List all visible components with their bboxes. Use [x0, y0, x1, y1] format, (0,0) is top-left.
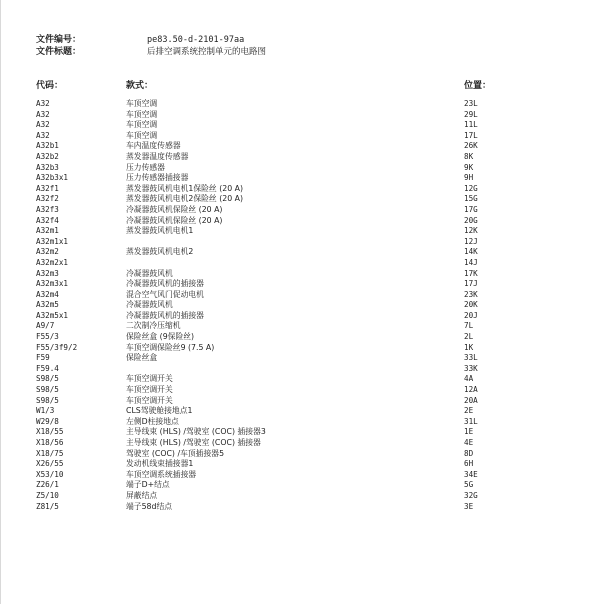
- row-desc: 冷凝器鼓风机的插接器: [126, 279, 204, 289]
- row-code: W29/8: [36, 416, 59, 426]
- header-desc: 款式：: [126, 81, 154, 91]
- row-pos: 20A: [464, 395, 478, 405]
- row-pos: 17G: [464, 204, 478, 214]
- row-code: A32f4: [36, 215, 59, 225]
- row-pos: 12J: [464, 236, 478, 246]
- row-code: F59: [36, 353, 50, 363]
- row-desc: 发动机线束插接器1: [126, 459, 194, 469]
- row-desc: 主导线束 (HLS) /驾驶室 (COC) 插接器: [126, 438, 261, 447]
- table-row: [36, 194, 556, 205]
- row-desc: 蒸发器温度传感器: [126, 151, 189, 161]
- row-desc: CLS驾驶舱接地点1: [126, 406, 193, 416]
- row-desc: 冷凝器鼓风机保险丝 (20 A): [126, 215, 223, 225]
- row-code: A32: [36, 130, 50, 140]
- table-row: [36, 385, 556, 396]
- table-row: [36, 480, 556, 491]
- table-row: [36, 226, 556, 237]
- row-pos: 23K: [464, 289, 478, 299]
- row-pos: 7L: [464, 321, 474, 331]
- row-pos: 3E: [464, 501, 474, 511]
- row-code: X18/75: [36, 448, 64, 458]
- row-code: X18/55: [36, 427, 64, 437]
- row-desc: 冷凝器鼓风机: [126, 268, 173, 278]
- table-row: [36, 438, 556, 449]
- row-code: A32: [36, 99, 50, 108]
- row-pos: 4A: [464, 374, 474, 384]
- row-code: A9/7: [36, 321, 55, 331]
- table-row: [36, 427, 556, 438]
- row-pos: 14K: [464, 247, 478, 257]
- table-row: [36, 205, 556, 216]
- row-desc: 冷凝器鼓风机的插接器: [126, 310, 204, 320]
- row-desc: 二次制冷压缩机: [126, 321, 181, 331]
- header-pos: 位置：: [464, 81, 492, 91]
- table-row: [36, 332, 556, 343]
- row-code: F55/3: [36, 332, 59, 342]
- row-pos: 2E: [464, 406, 474, 416]
- row-pos: 17K: [464, 268, 478, 278]
- row-pos: 5G: [464, 480, 474, 490]
- row-pos: 20J: [464, 310, 478, 320]
- row-code: X53/10: [36, 469, 64, 479]
- row-code: A32f2: [36, 194, 59, 204]
- table-row: [36, 237, 556, 248]
- row-pos: 14J: [464, 257, 478, 267]
- row-pos: 12K: [464, 226, 478, 236]
- row-code: X18/56: [36, 438, 64, 447]
- row-code: A32m1x1: [36, 236, 69, 246]
- component-list: [36, 99, 556, 512]
- table-row: [36, 417, 556, 428]
- doc-number-label: 文件编号：: [36, 35, 82, 45]
- table-row: [36, 449, 556, 460]
- table-row: [36, 110, 556, 121]
- row-code: W1/3: [36, 406, 55, 416]
- row-pos: 9K: [464, 162, 474, 172]
- row-code: A32m3x1: [36, 279, 69, 289]
- row-pos: 1K: [464, 342, 474, 352]
- row-desc: 蒸发器鼓风机电机1: [126, 226, 194, 236]
- row-code: A32m2x1: [36, 257, 69, 267]
- row-code: A32b3: [36, 162, 59, 172]
- row-pos: 31L: [464, 416, 478, 426]
- row-pos: 15G: [464, 194, 478, 204]
- row-desc: 冷凝器鼓风机保险丝 (20 A): [126, 204, 223, 214]
- row-code: A32b1: [36, 141, 59, 151]
- row-pos: 26K: [464, 141, 478, 151]
- row-desc: 蒸发器鼓风机电机2保险丝 (20 A): [126, 194, 244, 204]
- row-desc: 主导线束 (HLS) /驾驶室 (COC) 插接器3: [126, 427, 266, 437]
- row-pos: 33K: [464, 363, 478, 373]
- table-row: [36, 353, 556, 364]
- row-code: A32b3x1: [36, 173, 69, 183]
- table-row: [36, 321, 556, 332]
- doc-title-label: 文件标题：: [36, 47, 82, 57]
- row-pos: 29L: [464, 109, 478, 119]
- table-row: [36, 374, 556, 385]
- row-pos: 8D: [464, 448, 474, 458]
- table-row: [36, 406, 556, 417]
- row-desc: 混合空气风门促动电机: [126, 289, 204, 299]
- row-desc: 车顶空调: [126, 99, 158, 108]
- row-code: S98/5: [36, 385, 59, 395]
- row-desc: 压力传感器: [126, 162, 165, 172]
- row-code: A32: [36, 120, 50, 130]
- table-row: [36, 459, 556, 470]
- row-desc: 车顶空调开关: [126, 385, 173, 395]
- row-code: Z81/5: [36, 501, 59, 511]
- row-desc: 端子D+结点: [126, 480, 170, 490]
- table-row: [36, 141, 556, 152]
- row-code: F59.4: [36, 363, 59, 373]
- table-row: [36, 396, 556, 407]
- row-desc: 压力传感器插接器: [126, 173, 189, 183]
- row-desc: 端子58d结点: [126, 501, 173, 511]
- row-code: S98/5: [36, 395, 59, 405]
- table-row: [36, 163, 556, 174]
- row-desc: 保险丝盒: [126, 353, 158, 363]
- table-row: [36, 99, 556, 110]
- table-row: [36, 300, 556, 311]
- table-row: [36, 152, 556, 163]
- header-code: 代码：: [36, 81, 64, 91]
- row-code: A32m4: [36, 289, 59, 299]
- table-row: [36, 173, 556, 184]
- row-pos: 20K: [464, 300, 478, 310]
- table-row: [36, 247, 556, 258]
- row-code: A32: [36, 109, 50, 119]
- table-row: [36, 184, 556, 195]
- row-pos: 32G: [464, 490, 478, 500]
- table-row: [36, 131, 556, 142]
- row-code: A32m5: [36, 300, 59, 310]
- row-pos: 1E: [464, 427, 474, 437]
- row-code: X26/55: [36, 459, 64, 469]
- table-row: [36, 216, 556, 227]
- row-desc: 蒸发器鼓风机电机1保险丝 (20 A): [126, 183, 244, 193]
- row-desc: 车顶空调: [126, 120, 158, 130]
- row-code: A32f3: [36, 204, 59, 214]
- table-row: [36, 120, 556, 131]
- row-desc: 车顶空调开关: [126, 395, 173, 405]
- row-code: A32m1: [36, 226, 59, 236]
- row-desc: 车内温度传感器: [126, 141, 181, 151]
- row-desc: 保险丝盒 (9保险丝): [126, 332, 195, 342]
- page-edge: [0, 0, 1, 604]
- table-row: [36, 502, 556, 513]
- row-code: A32b2: [36, 151, 59, 161]
- row-code: A32m5x1: [36, 310, 69, 320]
- row-pos: 20G: [464, 215, 478, 225]
- row-desc: 车顶空调系统插接器: [126, 469, 197, 479]
- row-pos: 9H: [464, 173, 474, 183]
- row-pos: 6H: [464, 459, 474, 469]
- row-pos: 2L: [464, 332, 474, 342]
- table-row: [36, 279, 556, 290]
- row-desc: 蒸发器鼓风机电机2: [126, 247, 194, 257]
- row-pos: 23L: [464, 99, 478, 108]
- row-desc: 驾驶室 (COC) /车顶插接器5: [126, 448, 225, 458]
- row-pos: 17L: [464, 130, 478, 140]
- row-pos: 34E: [464, 469, 478, 479]
- table-row: [36, 258, 556, 269]
- row-code: A32m3: [36, 268, 59, 278]
- row-desc: 车顶空调保险丝9 (7.5 A): [126, 342, 215, 352]
- row-pos: 11L: [464, 120, 478, 130]
- row-desc: 左侧D柱接地点: [126, 416, 179, 426]
- row-code: F55/3f9/2: [36, 342, 78, 352]
- doc-number-value: pe83.50-d-2101-97aa: [147, 35, 245, 45]
- table-row: [36, 343, 556, 354]
- table-row: [36, 290, 556, 301]
- row-desc: 屏蔽结点: [126, 490, 158, 500]
- row-desc: 冷凝器鼓风机: [126, 300, 173, 310]
- row-code: S98/5: [36, 374, 59, 384]
- row-code: Z26/1: [36, 480, 59, 490]
- table-row: [36, 364, 556, 375]
- table-row: [36, 311, 556, 322]
- table-row: [36, 470, 556, 481]
- row-code: A32m2: [36, 247, 59, 257]
- row-desc: 车顶空调开关: [126, 374, 173, 384]
- row-desc: 车顶空调: [126, 109, 158, 119]
- row-code: Z5/10: [36, 490, 59, 500]
- table-header: [36, 78, 600, 90]
- table-row: [36, 269, 556, 280]
- row-desc: 车顶空调: [126, 130, 158, 140]
- row-pos: 8K: [464, 151, 474, 161]
- row-pos: 4E: [464, 438, 474, 447]
- table-row: [36, 491, 556, 502]
- row-pos: 12G: [464, 183, 478, 193]
- row-code: A32f1: [36, 183, 59, 193]
- row-pos: 33L: [464, 353, 478, 363]
- row-pos: 17J: [464, 279, 478, 289]
- doc-title-value: 后排空调系统控制单元的电路图: [147, 47, 267, 57]
- row-pos: 12A: [464, 385, 478, 395]
